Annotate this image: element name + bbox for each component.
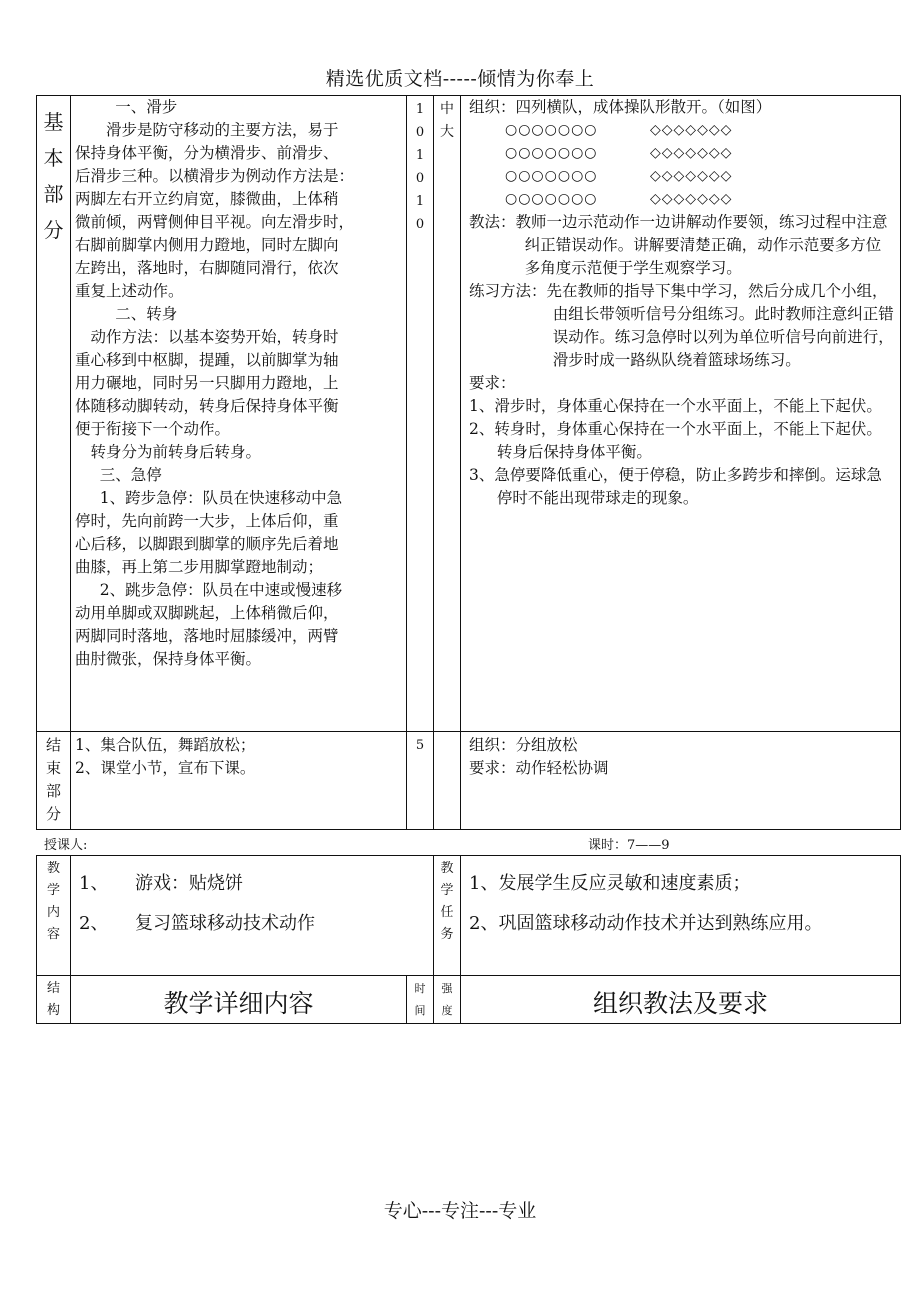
content-line: 右脚前脚掌内侧用力蹬地，同时左脚向	[75, 236, 339, 254]
requirement-item: 1、滑步时，身体重心保持在一个水平面上，不能上下起伏。	[469, 397, 882, 415]
circle-players: ○○○○○○○	[505, 168, 598, 184]
time-digit: 1	[415, 194, 425, 209]
end-section-organization	[461, 732, 901, 830]
content-line: 左跨出，落地时，右脚随同滑行，依次	[75, 259, 339, 277]
formation-row	[469, 119, 896, 142]
content-item-text: 复习篮球移动技术动作	[135, 913, 315, 934]
label-char: 务	[440, 927, 454, 942]
label-char: 教	[46, 861, 60, 876]
diamond-players: ◇◇◇◇◇◇◇	[650, 191, 733, 207]
time-digit: 1	[415, 148, 425, 163]
time-digit: 1	[415, 102, 425, 117]
end-item: 2、课堂小节，宣布下课。	[75, 759, 256, 777]
section-label-char: 部	[45, 782, 61, 800]
label-char: 构	[46, 1003, 60, 1018]
section-label-char: 基	[43, 110, 64, 134]
task-item: 2、巩固篮球移动动作技术并达到熟练应用。	[469, 913, 823, 934]
content-item	[79, 864, 429, 904]
formation-row	[469, 188, 896, 211]
section-label-char: 结	[45, 736, 61, 754]
label-char: 时	[414, 982, 426, 995]
task-label	[434, 856, 461, 976]
formation-row	[469, 142, 896, 165]
circle-players: ○○○○○○○	[505, 191, 598, 207]
intensity-char: 大	[440, 124, 454, 140]
label-char: 学	[46, 883, 60, 898]
teaching-method: 教法：教师一边示范动作一边讲解动作要领，练习过程中注意纠正错误动作。讲解要清楚正确，动作示范要多方位多角度示范便于学生观察学习。	[469, 213, 888, 277]
section-label-char: 部	[43, 182, 64, 206]
org-title-cell	[461, 976, 901, 1024]
diamond-players: ◇◇◇◇◇◇◇	[650, 145, 733, 161]
content-line: 后滑步三种。以横滑步为例动作方法是：	[75, 167, 355, 185]
section-label-char: 束	[45, 759, 61, 777]
practice-method: 练习方法：先在教师的指导下集中学习，然后分成几个小组，由组长带领听信号分组练习。此时教师注意纠正错误动作。练习急停时以列为单位听信号向前进行，滑步时成一路纵队绕着篮球场练习。	[469, 282, 894, 369]
content-line: 1、跨步急停：队员在快速移动中急	[99, 489, 343, 507]
basic-section-time	[407, 96, 434, 732]
content-line: 二、转身	[115, 305, 178, 323]
label-char: 任	[440, 905, 454, 920]
content-line: 两脚左右开立约肩宽，膝微曲，上体稍	[75, 190, 339, 208]
content-item	[79, 904, 429, 944]
intensity-label	[434, 976, 461, 1024]
end-item: 1、集合队伍，舞蹈放松；	[75, 736, 256, 754]
lesson-content-row	[37, 856, 901, 976]
label-char: 容	[46, 927, 60, 942]
content-line: 微前倾，两臂侧伸目平视。向左滑步时，	[75, 213, 355, 231]
detail-title: 教学详细内容	[163, 989, 314, 1018]
label-char: 结	[46, 981, 60, 996]
content-line: 2、跳步急停：队员在中速或慢速移	[99, 581, 343, 599]
content-line: 曲肘微张，保持身体平衡。	[75, 650, 262, 668]
label-char: 教	[440, 861, 454, 876]
section-label-char: 分	[45, 805, 61, 823]
teacher-label: 授课人:	[44, 838, 88, 853]
diamond-players: ◇◇◇◇◇◇◇	[650, 122, 733, 138]
content-items	[71, 856, 434, 976]
time-label	[407, 976, 434, 1024]
content-line: 三、急停	[99, 466, 162, 484]
content-line: 动作方法：以基本姿势开始，转身时	[90, 328, 339, 346]
content-line: 重心移到中枢脚，提踵，以前脚掌为轴	[75, 351, 339, 369]
content-line: 动用单脚或双脚跳起，上体稍微后仰，	[75, 604, 339, 622]
content-line: 重复上述动作。	[75, 282, 184, 300]
end-section-content	[71, 732, 407, 830]
intensity-char: 中	[440, 101, 454, 117]
task-item: 1、发展学生反应灵敏和速度素质；	[469, 873, 751, 894]
content-line: 便于衔接下一个动作。	[75, 420, 231, 438]
content-item-number: 1、	[79, 873, 109, 894]
end-section-intensity	[434, 732, 461, 830]
basic-section-label	[37, 96, 71, 732]
formation-row	[469, 165, 896, 188]
task-items	[461, 856, 901, 976]
content-line: 曲膝，再上第二步用脚掌蹬地制动；	[75, 558, 324, 576]
requirements-list	[469, 395, 896, 510]
time-digit: 0	[415, 125, 425, 140]
structure-label	[37, 976, 71, 1024]
end-requirement: 要求：动作轻松协调	[469, 759, 609, 777]
circle-players: ○○○○○○○	[505, 145, 598, 161]
requirement-item: 2、转身时，身体重心保持在一个水平面上，不能上下起伏。转身后保持身体平衡。	[469, 420, 882, 461]
content-line: 体随移动脚转动，转身后保持身体平衡	[75, 397, 339, 415]
label-char: 度	[441, 1004, 453, 1017]
content-line: 心后移，以脚跟到脚掌的顺序先后着地	[75, 535, 339, 553]
time-digit: 0	[415, 217, 425, 232]
basic-section-content	[71, 96, 407, 732]
basic-section-organization	[461, 96, 901, 732]
circle-players: ○○○○○○○	[505, 122, 598, 138]
diamond-players: ◇◇◇◇◇◇◇	[650, 168, 733, 184]
content-line: 用力碾地，同时另一只脚用力蹬地，上	[75, 374, 339, 392]
label-char: 强	[441, 982, 453, 995]
content-line: 转身分为前转身后转身。	[90, 443, 262, 461]
detail-title-cell	[71, 976, 407, 1024]
content-line: 停时，先向前跨一大步，上体后仰，重	[75, 512, 339, 530]
basic-section-row	[37, 96, 901, 732]
period-label: 课时：7——9	[588, 838, 670, 853]
lesson-plan-table-part1	[36, 95, 901, 830]
content-label	[37, 856, 71, 976]
organization-line: 组织：四列横队，成体操队形散开。（如图）	[469, 98, 772, 116]
page-header: 精选优质文档-----倾情为你奉上	[325, 68, 595, 90]
lesson-plan-table-part2	[36, 855, 901, 1024]
section-label-char: 本	[43, 146, 64, 170]
label-char: 学	[440, 883, 454, 898]
end-section-label	[37, 732, 71, 830]
content-item-number: 2、	[79, 913, 109, 934]
page-footer: 专心---专注---专业	[383, 1200, 537, 1222]
org-title: 组织教法及要求	[592, 989, 768, 1018]
end-section-row	[37, 732, 901, 830]
time-digit: 0	[415, 171, 425, 186]
end-section-time: 5	[407, 732, 434, 830]
content-line: 两脚同时落地，落地时屈膝缓冲，两臂	[75, 627, 339, 645]
formation-diagram	[469, 119, 896, 211]
end-organization: 组织：分组放松	[469, 736, 578, 754]
requirement-item: 3、急停要降低重心，便于停稳，防止多跨步和摔倒。运球急停时不能出现带球走的现象。	[469, 466, 882, 507]
basic-section-intensity	[434, 96, 461, 732]
requirements-title: 要求：	[469, 374, 516, 392]
content-line: 滑步是防守移动的主要方法，易于	[106, 121, 339, 139]
section-label-char: 分	[43, 218, 64, 242]
label-char: 间	[414, 1004, 426, 1017]
content-item-text: 游戏：贴烧饼	[135, 873, 243, 894]
label-char: 内	[46, 905, 60, 920]
structure-header-row	[37, 976, 901, 1024]
content-line: 一、滑步	[115, 98, 178, 116]
content-line: 保持身体平衡，分为横滑步、前滑步、	[75, 144, 339, 162]
